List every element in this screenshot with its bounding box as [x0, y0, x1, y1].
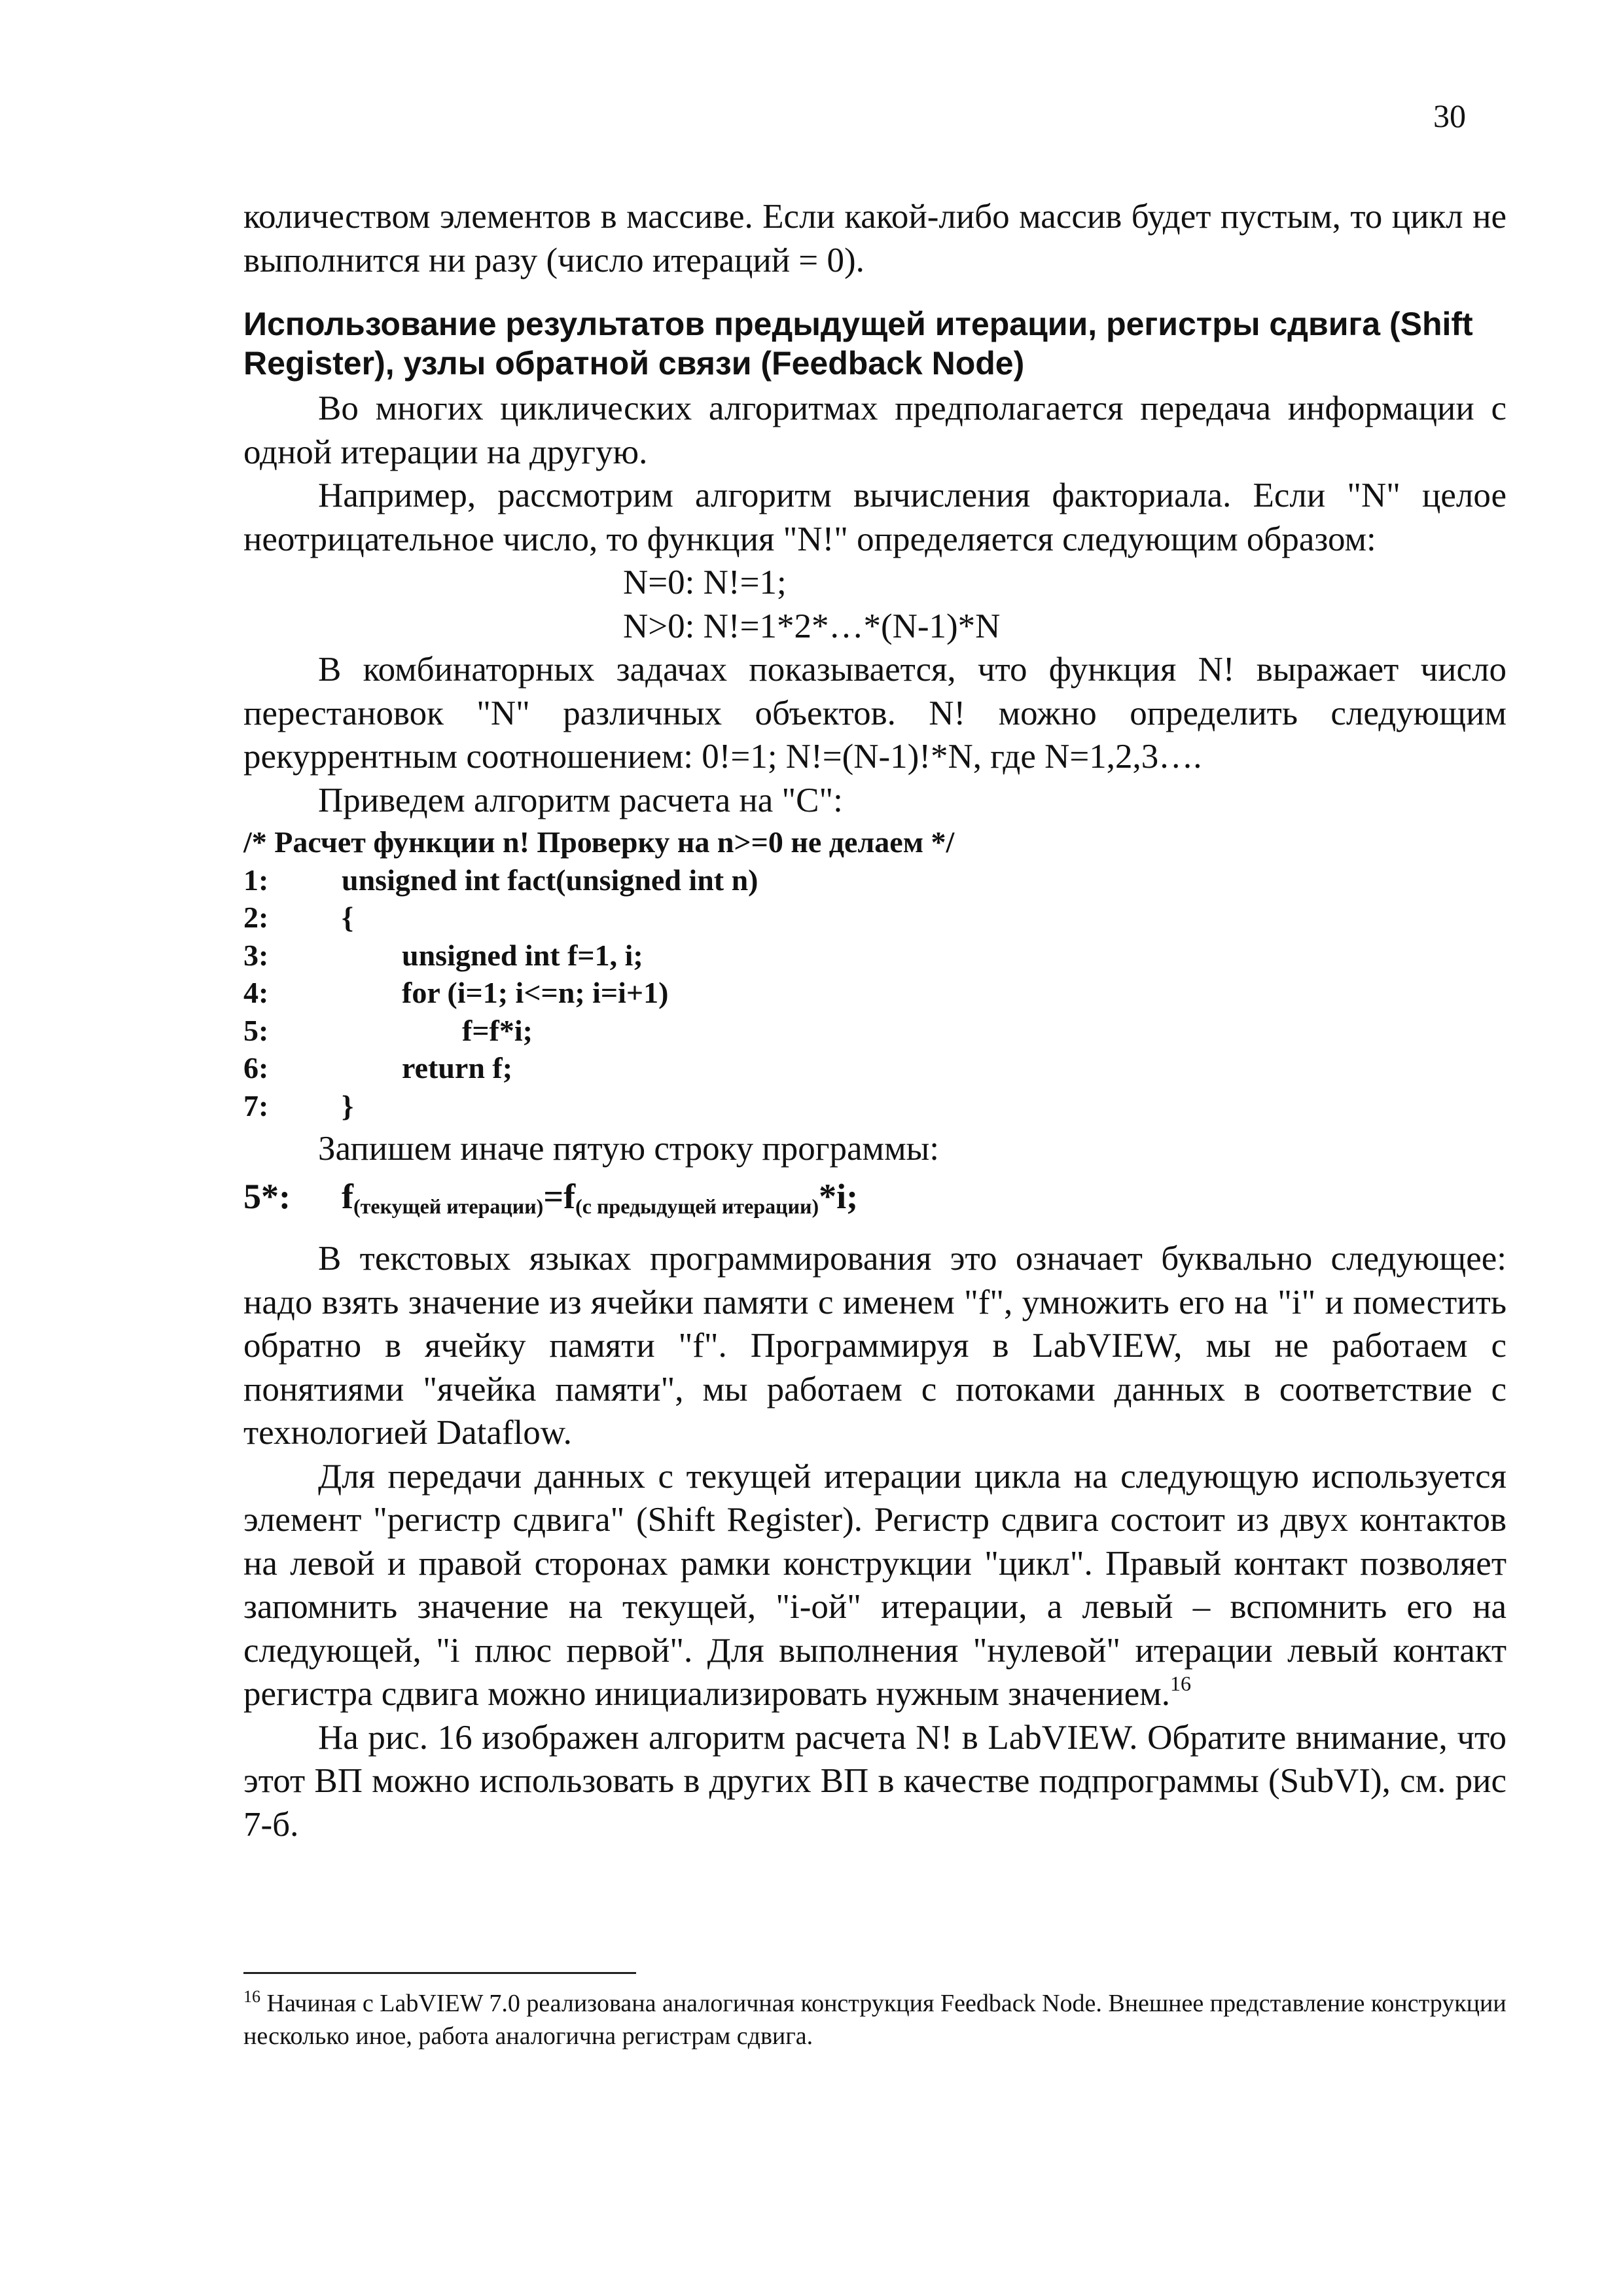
intro-paragraph: количеством элементов в массиве. Если какой-либо массив будет пустым, то цикл не выполнится ни разу (число итераций = 0).: [243, 198, 1507, 279]
code-line-number: 4:: [243, 976, 269, 1009]
paragraph-2: Например, рассмотрим алгоритм вычисления факториала. Если "N" целое неотрицательное число, то функция "N!" определяется следующим образом:: [243, 476, 1507, 558]
rewritten-line-number: 5*:: [243, 1176, 291, 1216]
code-line-text: return f;: [342, 1051, 513, 1085]
code-line-text: }: [342, 1088, 354, 1122]
paragraph-8: На рис. 16 изображен алгоритм расчета N! в LabVIEW. Обратите внимание, что этот ВП можно использовать в других ВП в качестве подпрограммы (SubVI), см. рис 7-б.: [243, 1718, 1507, 1844]
formula-positive: N>0: N!=1*2*…*(N-1)*N: [623, 607, 1001, 645]
footnote-reference[interactable]: 16: [1170, 1672, 1192, 1695]
code-line-number: 5:: [243, 1013, 269, 1047]
paragraph-5: Запишем иначе пятую строку программы:: [318, 1130, 939, 1168]
code-line-text: {: [342, 901, 354, 934]
section-heading: Использование результатов предыдущей итерации, регистры сдвига (Shift Register), узлы обратной связи (Feedback Node): [243, 306, 1473, 382]
rewritten-line-expression: $f_{(текущей итерации)}=f_{(с предыдущей итерации)}*i$;: [342, 1176, 859, 1218]
code-line-text: for (i=1; i<=n; i=i+1): [342, 976, 669, 1009]
footnote-text: Начиная с LabVIEW 7.0 реализована аналогичная конструкция Feedback Node. Внешнее представление конструкции несколько иное, работа аналогична регистрам сдвига.: [243, 1990, 1507, 2050]
code-comment: /* Расчет функции n! Проверку на n>=0 не делаем */: [243, 825, 955, 859]
page-number: 30: [1433, 98, 1466, 134]
page-body: [243, 195, 1507, 1846]
code-line: [243, 974, 1507, 1012]
code-line: [243, 899, 1507, 937]
paragraph-3: В комбинаторных задачах показывается, что функция N! выражает число перестановок "N" различных объектов. N! можно определить следующим рекуррентным соотношением: 0!=1; N!=(N-1)!*N, где N=1,2,3….: [243, 651, 1507, 776]
code-line-number: 7:: [243, 1088, 269, 1122]
paragraph-7: Для передачи данных с текущей итерации цикла на следующую используется элемент "регистр сдвига" (Shift Register). Регистр сдвига состоит из двух контактов на левой и правой сторонах рамки конструкции "цикл". Правый контакт позволяет запомнить значение на текущей, "i-ой" итерации, а левый – вспомнить его на следующей, "i плюс первой". Для выполнения "нулевой" итерации левый контакт регистра сдвига можно инициализировать нужным значением.$^{16}$: [243, 1457, 1507, 1713]
code-line: [243, 1087, 1507, 1125]
footnote: [243, 1987, 1507, 2053]
formula-zero: N=0: N!=1;: [623, 564, 787, 601]
footnote-mark: 16: [243, 1987, 260, 2006]
code-line: [243, 937, 1507, 975]
rewritten-line-5: [243, 1175, 1507, 1229]
code-line-text: unsigned int f=1, i;: [342, 938, 643, 972]
paragraph-6: В текстовых языках программирования это означает буквально следующее: надо взять значение из ячейки памяти с именем "f", умножить его на "i" и поместить обратно в ячейку памяти "f". Программируя в LabVIEW, мы не работаем с понятиями "ячейка памяти", мы работаем с потоками данных в соответствие с технологией Dataflow.: [243, 1240, 1507, 1452]
code-line-number: 2:: [243, 901, 269, 934]
code-line: [243, 1049, 1507, 1087]
code-line-number: 3:: [243, 938, 269, 972]
paragraph-4: Приведем алгоритм расчета на "C":: [318, 781, 843, 819]
code-line: [243, 861, 1507, 899]
code-line-number: 6:: [243, 1051, 269, 1085]
footnote-divider: [243, 1972, 636, 1974]
code-line-text: unsigned int fact(unsigned int n): [342, 863, 758, 897]
code-listing: [243, 823, 1507, 1124]
code-line-text: f=f*i;: [342, 1013, 533, 1047]
code-line: [243, 1012, 1507, 1050]
code-line-number: 1:: [243, 863, 269, 897]
paragraph-1: Во многих циклических алгоритмах предполагается передача информации с одной итерации на другую.: [243, 389, 1507, 471]
